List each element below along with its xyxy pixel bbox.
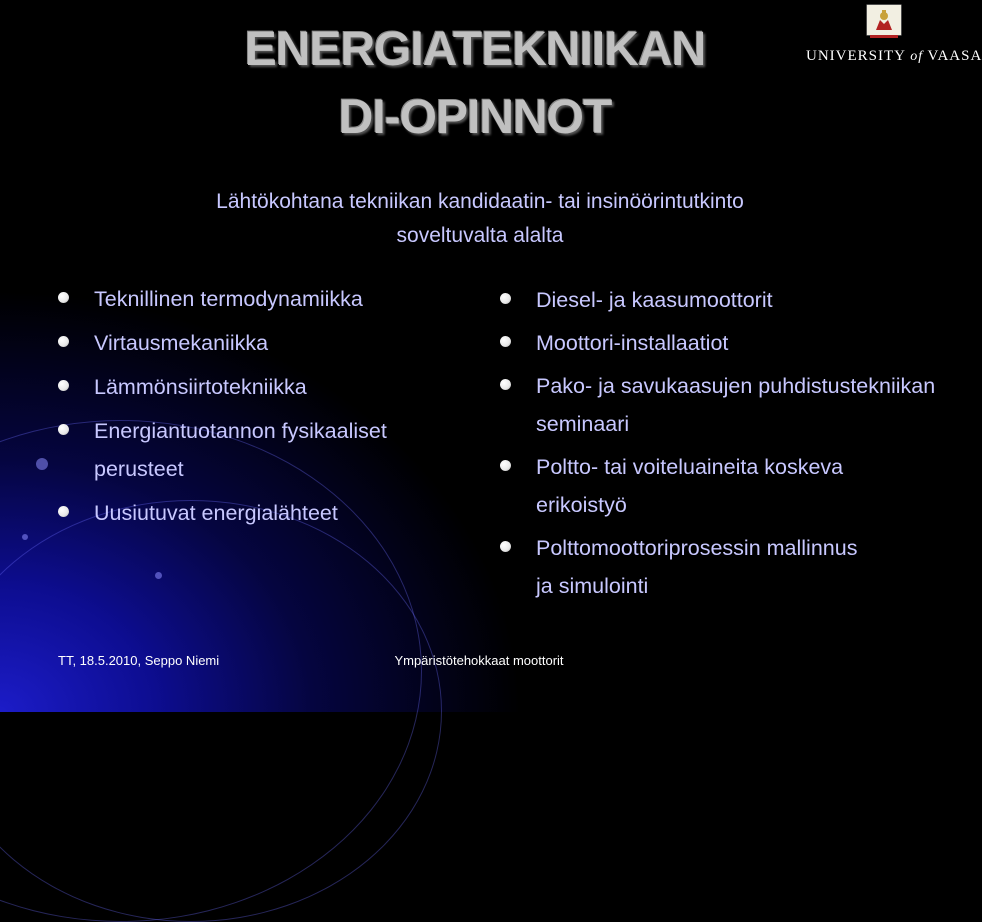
university-name — [806, 48, 982, 65]
footer-presentation-title: Ympäristötehokkaat moottorit — [394, 653, 564, 668]
background-dot — [155, 572, 162, 579]
bullet-label: Uusiutuvat energialähteet — [94, 501, 338, 525]
bullet-item — [500, 324, 920, 362]
subtitle-line2: soveltuvalta alalta — [396, 224, 564, 247]
bullet-label: Energiantuotannon fysikaaliset perusteet — [94, 419, 387, 481]
university-logo — [806, 4, 982, 68]
university-name-suffix: VAASA — [923, 48, 982, 64]
bullet-icon — [500, 336, 511, 347]
bullet-item — [58, 412, 474, 488]
bullet-item — [58, 494, 474, 532]
bullet-label: Polttomoottoriprosessin mallinnus ja simulointi — [536, 536, 858, 598]
bullet-icon — [58, 506, 69, 517]
bullet-label: Poltto- tai voiteluaineita koskeva erikoistyö — [536, 455, 844, 517]
right-bullet-list — [500, 281, 936, 610]
bullet-icon — [500, 379, 511, 390]
bullet-icon — [500, 541, 511, 552]
bullet-icon — [58, 336, 69, 347]
university-crest-icon — [866, 4, 902, 44]
bullet-item — [500, 367, 936, 443]
bullet-icon — [58, 292, 69, 303]
bullet-item — [500, 281, 920, 319]
bullet-item — [500, 448, 866, 524]
bullet-icon — [500, 293, 511, 304]
bullet-label: Virtausmekaniikka — [94, 331, 269, 355]
bullet-item — [58, 368, 474, 406]
subtitle-line1: Lähtökohtana tekniikan kandidaatin- tai insinöörintutkinto — [216, 190, 744, 213]
bullet-item — [500, 529, 866, 605]
bullet-label: Moottori-installaatiot — [536, 331, 729, 355]
bullet-label: Teknillinen termodynamiikka — [94, 287, 363, 311]
background-dot — [36, 458, 48, 470]
footer-author-date: TT, 18.5.2010, Seppo Niemi — [58, 653, 220, 668]
bullet-icon — [58, 380, 69, 391]
slide-title-line1: ENERGIATEKNIIKAN — [244, 23, 706, 76]
university-name-of: of — [910, 49, 924, 64]
background-dot — [22, 534, 28, 540]
bullet-item — [58, 324, 474, 362]
left-bullet-list — [58, 280, 474, 538]
bullet-label: Pako- ja savukaasujen puhdistustekniikan seminaari — [536, 374, 936, 436]
university-name-prefix: UNIVERSITY — [806, 48, 911, 64]
bullet-icon — [58, 424, 69, 435]
slide-subtitle — [120, 185, 840, 253]
bullet-icon — [500, 460, 511, 471]
slide-title-line2: DI-OPINNOT — [338, 91, 612, 144]
bullet-label: Diesel- ja kaasumoottorit — [536, 288, 773, 312]
bullet-item — [58, 280, 474, 318]
bullet-label: Lämmönsiirtotekniikka — [94, 375, 307, 399]
